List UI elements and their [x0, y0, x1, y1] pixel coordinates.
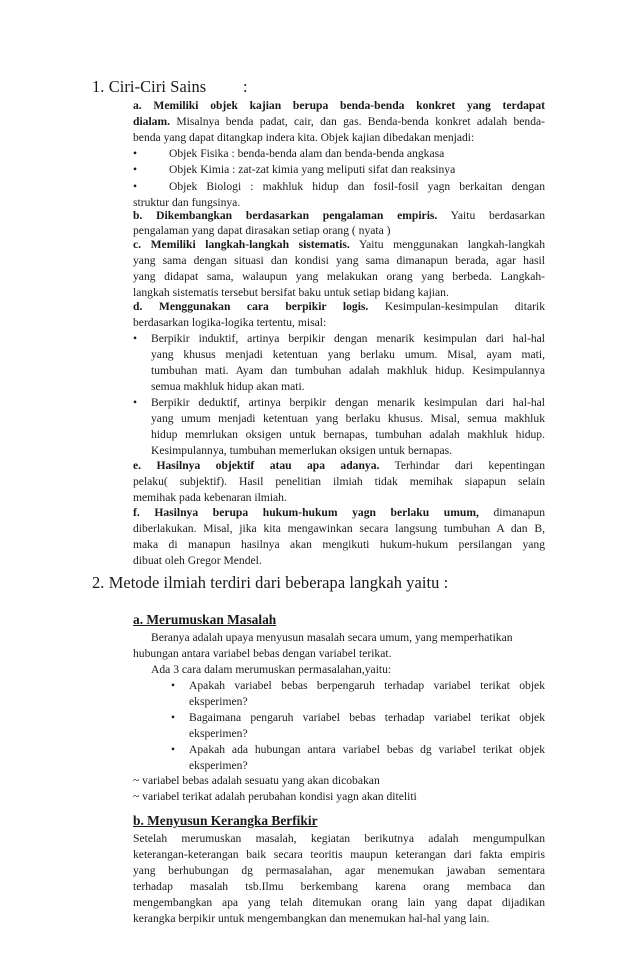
question1-line1: Apakah variabel bebas berpengaruh terhadap variabel terikat objek — [189, 679, 545, 692]
item-f-line1: f. Hasilnya berupa hukum-hukum yagn berlaku umum, dimanapun — [133, 506, 545, 519]
deduktif-line1: Berpikir deduktif, artinya berpikir dengan menarik kesimpulan dari hal-hal — [151, 396, 545, 409]
step-a-heading: a. Merumuskan Masalah — [133, 612, 277, 627]
bullet: • — [133, 396, 138, 409]
induktif-line4: semua makhluk hidup akan mati. — [151, 380, 305, 393]
step-b-line6: kerangka berpikir untuk mengembangkan dan menemukan hal-hal yang lain. — [133, 912, 490, 925]
bullet-fisika: Objek Fisika : benda-benda alam dan benda-benda angkasa — [169, 147, 445, 160]
step-a-p2: Ada 3 cara dalam merumuskan permasalahan,yaitu: — [151, 663, 392, 676]
item-a-line3: benda yang dapat ditangkap indera kita. Objek kajian dibedakan menjadi: — [133, 131, 475, 144]
step-b-heading: b. Menyusun Kerangka Berfikir — [133, 813, 318, 828]
step-a-p1-line2: hubungan antara variabel bebas dengan variabel terikat. — [133, 647, 392, 660]
bullet-biologi: Objek Biologi : makhluk hidup dan fosil-fosil yagn berkaitan dengan — [169, 180, 545, 193]
item-a-line1: a. Memiliki objek kajian berupa benda-benda konkret yang terdapat — [133, 99, 545, 112]
question2-line1: Bagaimana pengaruh variabel bebas terhadap variabel terikat objek — [189, 711, 545, 724]
step-b-line4: terhadap masalah tsb.Ilmu berkembang karena orang membaca dan — [133, 880, 545, 893]
item-b-line1: b. Dikembangkan berdasarkan pengalaman empiris. Yaitu berdasarkan — [133, 209, 546, 222]
induktif-line3: tumbuhan mati. Ayam dan tumbuhan adalah makhluk hidup. Kesimpulannya — [151, 364, 545, 377]
item-c-line1: c. Memiliki langkah-langkah sistematis. Yaitu menggunakan langkah-langkah — [133, 238, 545, 251]
bullet: • — [133, 332, 138, 345]
bullet: • — [171, 679, 176, 692]
item-f-line4: dibuat oleh Gregor Mendel. — [133, 554, 262, 567]
item-c-line4: langkah sistematis tersebut bersifat baku untuk setiap bidang kajian. — [133, 286, 449, 299]
item-b-line2: pengalaman yang dapat dirasakan setiap orang ( nyata ) — [133, 224, 391, 237]
item-a-line2: dialam. Misalnya benda padat, cair, dan gas. Benda-benda konkret adalah benda- — [133, 115, 545, 128]
item-c-line2: yang sama dengan situasi dan kondisi yang sama dimanapun berada, agar hasil — [133, 254, 545, 267]
question3-line1: Apakah ada hubungan antara variabel bebas dg variabel terikat objek — [189, 743, 545, 756]
step-b-line1: Setelah merumuskan masalah, kegiatan berikutnya adalah mengumpulkan — [133, 832, 545, 845]
bullet-kimia: Objek Kimia : zat-zat kimia yang meliputi sifat dan reaksinya — [169, 163, 456, 176]
bullet: • — [133, 147, 138, 160]
note-variabel-terikat: ~ variabel terikat adalah perubahan kondisi yagn akan diteliti — [133, 790, 417, 803]
item-e-line3: memihak pada kebenaran ilmiah. — [133, 491, 287, 504]
item-e-line2: pelaku( subjektif). Hasil penelitian ilmiah tidak memihak siapapun selain — [133, 475, 545, 488]
bullet: • — [133, 163, 138, 176]
deduktif-line4: Kesimpulannya, tumbuhan memerlukan oksigen untuk bernapas. — [151, 444, 453, 457]
step-a-p1-line1: Beranya adalah upaya menyusun masalah secara umum, yang memperhatikan — [151, 631, 513, 644]
item-d-line1: d. Menggunakan cara berpikir logis. Kesimpulan-kesimpulan ditarik — [133, 300, 545, 313]
item-d-line2: berdasarkan logika-logika tertentu, misal: — [133, 316, 327, 329]
induktif-line2: yang khusus menjadi ketentuan yang berlaku umum. Misal, ayam mati, — [151, 348, 545, 361]
step-b-line3: yang berhubungan dg permasalahan, agar menemukan jawaban sementara — [133, 864, 545, 877]
item-f-line3: maka di manapun hasilnya akan mengikuti hukum-hukum persilangan yang — [133, 538, 545, 551]
item-c-line3: yang didapat sama, walaupun yang melakukan orang yang berbeda. Langkah- — [133, 270, 545, 283]
bullet: • — [171, 711, 176, 724]
section1-title: 1. Ciri-Ciri Sains — [92, 77, 207, 96]
section1-title-colon: : — [243, 77, 248, 96]
item-e-line1: e. Hasilnya objektif atau apa adanya. Terhindar dari kepentingan — [133, 459, 545, 472]
question1-line2: eksperimen? — [189, 695, 248, 708]
deduktif-line2: yang umum menjadi ketentuan yang berlaku khusus. Misal, semua makhluk — [151, 412, 545, 425]
induktif-line1: Berpikir induktif, artinya berpikir dengan menarik kesimpulan dari hal-hal — [151, 332, 545, 345]
question2-line2: eksperimen? — [189, 727, 248, 740]
bullet-biologi-cont: struktur dan fungsinya. — [133, 196, 241, 209]
item-f-line2: diberlakukan. Misal, jika kita mengawinkan secara langsung tumbuhan A dan B, — [133, 522, 545, 535]
bullet: • — [171, 743, 176, 756]
step-b-line2: keterangan-keterangan baik secara teoritis maupun keterangan dari fakta empiris — [133, 848, 545, 861]
deduktif-line3: hidup memrlukan oksigen untuk bernapas, tumbuhan adalah makhluk hidup. — [151, 428, 545, 441]
step-b-line5: mengembangkan apa yang telah ditemukan orang lain yang dapat dijadikan — [133, 896, 545, 909]
section2-title: 2. Metode ilmiah terdiri dari beberapa langkah yaitu : — [92, 573, 449, 592]
question3-line2: eksperimen? — [189, 759, 248, 772]
bullet: • — [133, 180, 138, 193]
note-variabel-bebas: ~ variabel bebas adalah sesuatu yang akan dicobakan — [133, 774, 380, 787]
